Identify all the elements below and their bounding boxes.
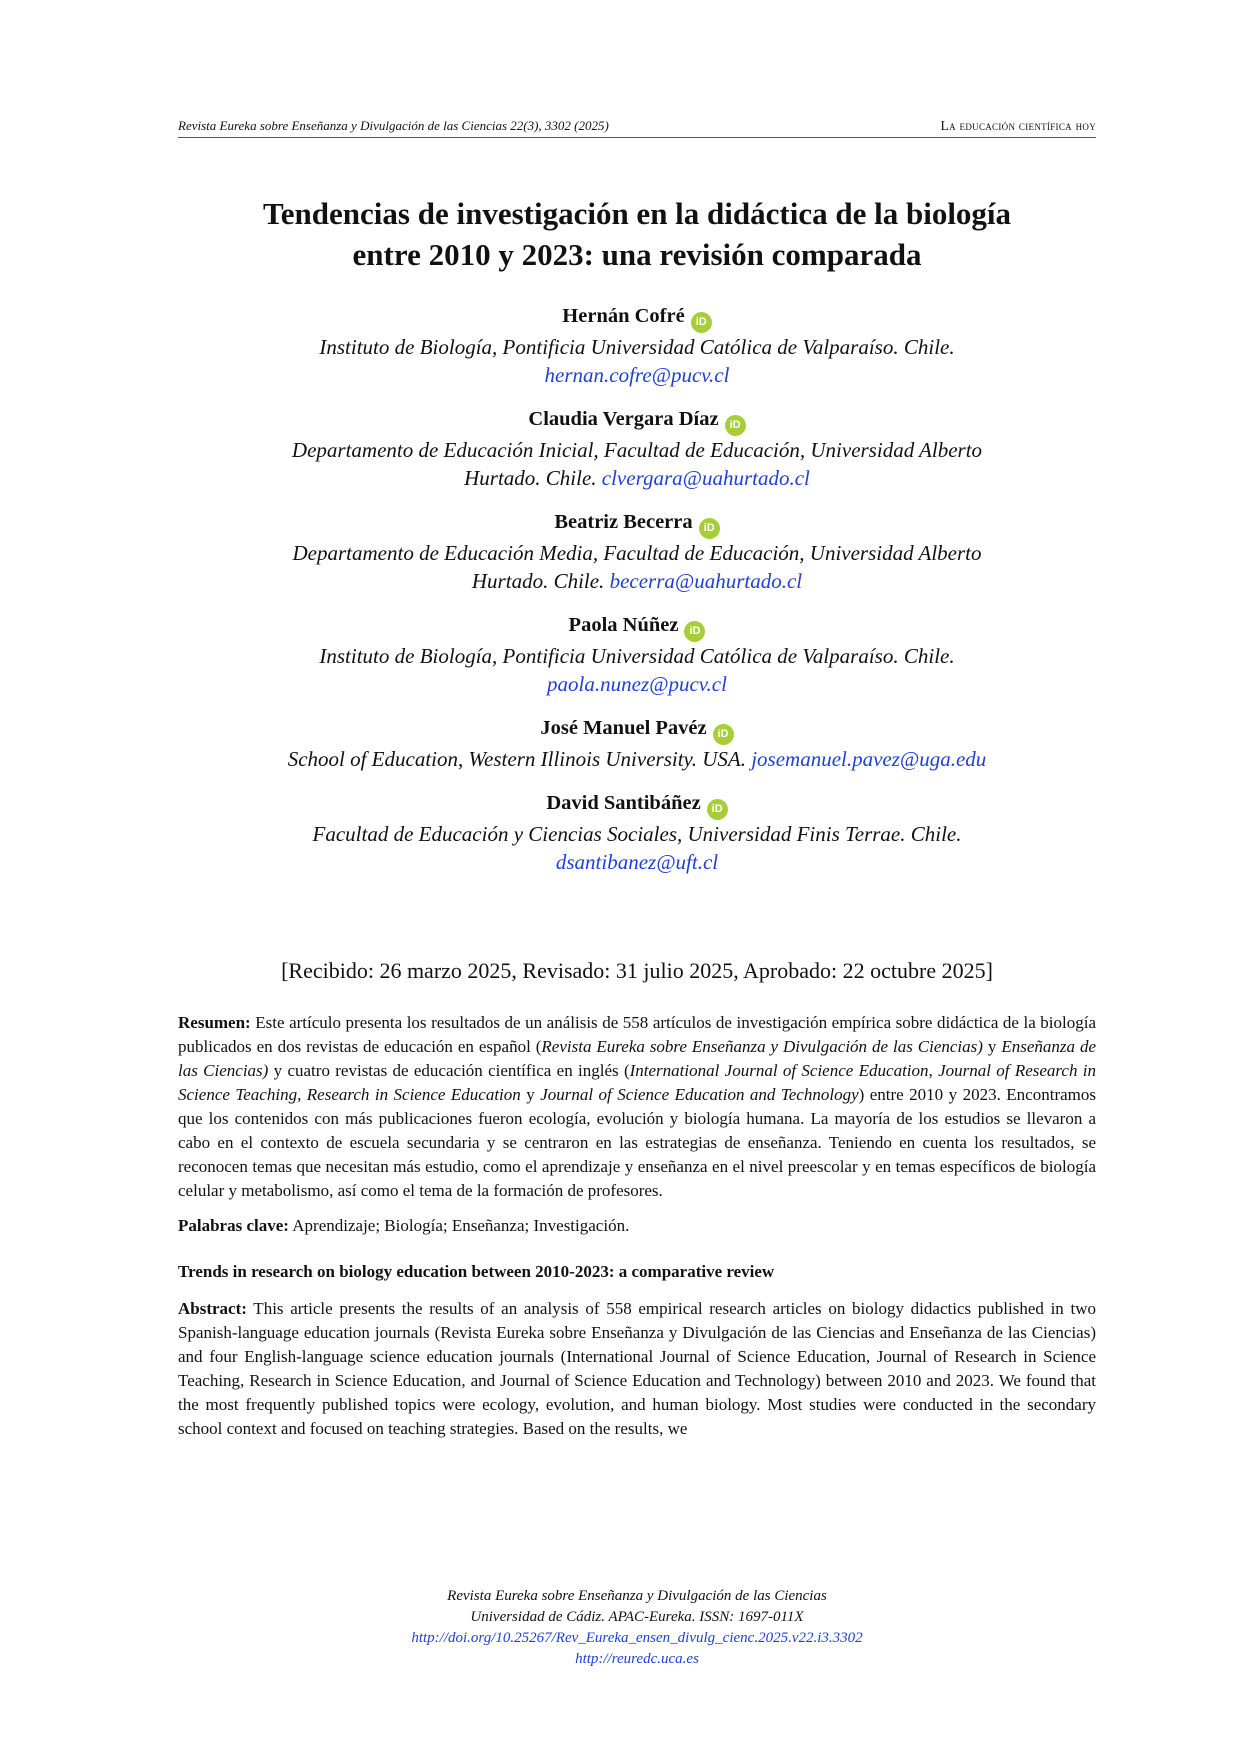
author-name: José Manuel Pavéz — [540, 717, 707, 739]
abstract-section — [178, 1011, 1096, 1452]
orcid-icon[interactable]: iD — [713, 724, 734, 745]
orcid-icon[interactable]: iD — [725, 415, 746, 436]
footer-publisher: Universidad de Cádiz. APAC-Eureka. ISSN: 1697-011X — [470, 1609, 804, 1625]
author-list — [178, 302, 1096, 892]
keywords-label: Palabras clave: — [178, 1216, 289, 1235]
journal-name: Revista Eureka sobre Enseñanza y Divulgación de las Ciencias) — [541, 1037, 983, 1056]
submission-dates: [Recibido: 26 marzo 2025, Revisado: 31 julio 2025, Aprobado: 22 octubre 2025] — [281, 958, 993, 983]
author-name: David Santibáñez — [546, 792, 701, 814]
footer-journal: Revista Eureka sobre Enseñanza y Divulgación de las Ciencias — [447, 1588, 827, 1604]
author-email-link[interactable]: hernan.cofre@pucv.cl — [544, 363, 730, 387]
author-email-link[interactable]: dsantibanez@uft.cl — [555, 850, 719, 874]
author-email-link[interactable]: josemanuel.pavez@uga.edu — [751, 747, 987, 771]
author-email-link[interactable]: clvergara@uahurtado.cl — [601, 466, 810, 490]
resumen-label: Resumen: — [178, 1013, 251, 1032]
keywords-text: Aprendizaje; Biología; Enseñanza; Investigación. — [288, 1216, 630, 1235]
author-block — [178, 302, 1096, 389]
english-title: Trends in research on biology education between 2010-2023: a comparative review — [178, 1262, 775, 1281]
orcid-icon[interactable]: iD — [707, 799, 728, 820]
orcid-icon[interactable]: iD — [691, 312, 712, 333]
author-name: Hernán Cofré — [562, 305, 685, 327]
author-affiliation: Departamento de Educación Inicial, Facultad de Educación, Universidad Alberto — [291, 438, 983, 462]
title-line-2: entre 2010 y 2023: una revisión comparada — [352, 237, 922, 272]
author-affiliation-cont: Hurtado. Chile. — [471, 569, 605, 593]
resumen-text: y — [982, 1037, 1002, 1056]
author-email-link[interactable]: becerra@uahurtado.cl — [609, 569, 803, 593]
author-affiliation: Departamento de Educación Media, Facultad de Educación, Universidad Alberto — [292, 541, 982, 565]
author-name: Claudia Vergara Díaz — [528, 408, 719, 430]
author-affiliation: Instituto de Biología, Pontificia Universidad Católica de Valparaíso. Chile. — [319, 335, 955, 359]
author-block — [178, 611, 1096, 698]
orcid-icon[interactable]: iD — [699, 518, 720, 539]
title-line-1: Tendencias de investigación en la didáctica de la biología — [262, 196, 1012, 231]
author-block — [178, 789, 1096, 876]
author-affiliation-cont: Hurtado. Chile. — [464, 466, 597, 490]
author-name: Beatriz Becerra — [554, 511, 693, 533]
author-affiliation: Instituto de Biología, Pontificia Universidad Católica de Valparaíso. Chile. — [319, 644, 955, 668]
journal-citation: Revista Eureka sobre Enseñanza y Divulgación de las Ciencias 22(3), 3302 (2025) — [178, 118, 609, 133]
author-affiliation: Facultad de Educación y Ciencias Sociales, Universidad Finis Terrae. Chile. — [312, 822, 962, 846]
section-label: La educación científica hoy — [940, 118, 1096, 133]
article-title — [178, 193, 1096, 275]
author-block — [178, 508, 1096, 595]
abstract-label: Abstract: — [178, 1299, 247, 1318]
journal-name: Enseñanza de las Ciencias) — [178, 1037, 1096, 1080]
author-block — [178, 405, 1096, 492]
running-header — [178, 118, 1096, 138]
author-affiliation: School of Education, Western Illinois University. USA. — [287, 747, 746, 771]
footer-site-link[interactable]: http://reuredc.uca.es — [575, 1651, 699, 1667]
keywords-paragraph — [178, 1214, 1096, 1238]
author-block — [178, 714, 1096, 773]
resumen-text: Este artículo presenta los resultados de un análisis de 558 artículos de investigación empírica sobre didáctica de la biología publicados en dos revistas de educación en español ( — [178, 1013, 1097, 1056]
journal-name: International Journal of Science Education, Journal of Research in Science Teaching, Research in Science Education — [178, 1061, 1096, 1104]
author-name: Paola Núñez — [568, 614, 679, 636]
abstract-paragraph — [178, 1297, 1096, 1441]
resumen-paragraph — [178, 1011, 1096, 1203]
footer-doi-link[interactable]: http://doi.org/10.25267/Rev_Eureka_ensen_divulg_cienc.2025.v22.i3.3302 — [411, 1630, 863, 1646]
resumen-text: y cuatro revistas de educación científica en inglés ( — [268, 1061, 630, 1080]
orcid-icon[interactable]: iD — [684, 621, 705, 642]
resumen-text: ) entre 2010 y 2023. Encontramos que los contenidos con más publicaciones fueron ecología, evolución y biología humana. La mayoría de los estudios se llevaron a cabo en el contexto de escuela secundaria y se centraron en las estrategias de enseñanza. Teniendo en cuenta los resultados, se reconocen temas que necesitan más estudio, como el aprendizaje y enseñanza en el nivel preescolar y en temas específicos de biología celular y metabolismo, así como el tema de la formación de profesores. — [178, 1085, 1096, 1200]
page-footer — [178, 1586, 1096, 1670]
author-email-link[interactable]: paola.nunez@pucv.cl — [547, 672, 727, 696]
page — [178, 0, 1096, 1754]
resumen-text: y — [520, 1085, 541, 1104]
journal-name: Journal of Science Education and Technology — [540, 1085, 859, 1104]
abstract-text: This article presents the results of an analysis of 558 empirical research articles on biology didactics published in two Spanish-language education journals (Revista Eureka sobre Enseñanza y Divulgación de las Ciencias and Enseñanza de las Ciencias) and four English-language science education journals (International Journal of Science Education, Journal of Research in Science Teaching, Research in Science Education, and Journal of Science Education and Technology) between 2010 and 2023. We found that the most frequently published topics were ecology, evolution, and human biology. Most studies were conducted in the secondary school context and focused on teaching strategies. Based on the results, we — [178, 1299, 1096, 1438]
